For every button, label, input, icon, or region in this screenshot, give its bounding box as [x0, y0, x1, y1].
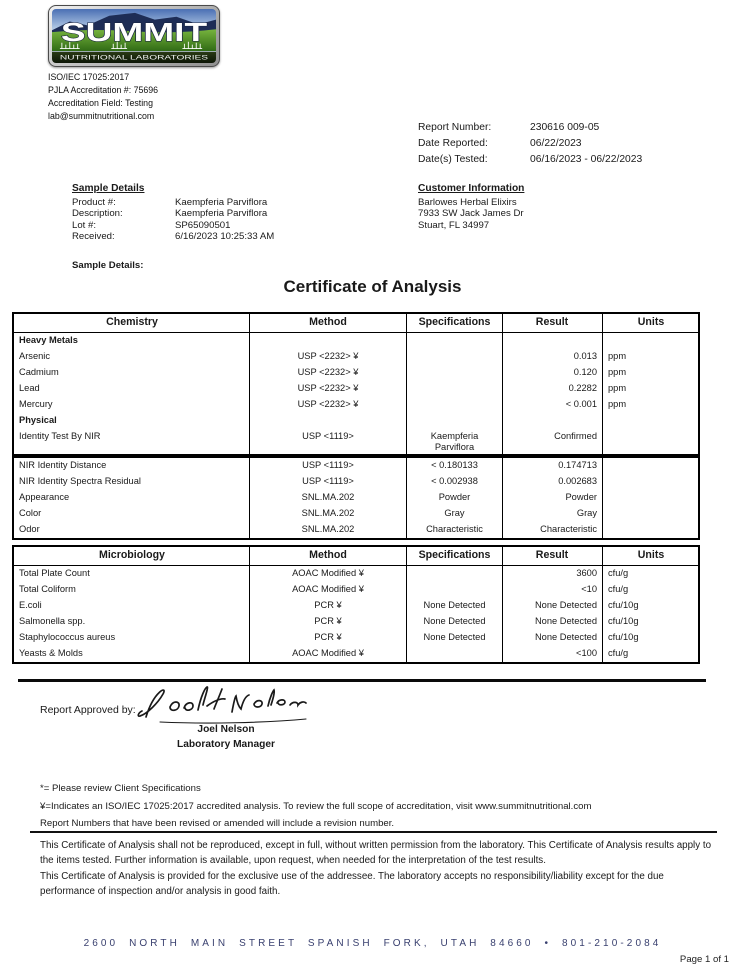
table-row [14, 429, 698, 454]
table-cell: <100 [503, 646, 603, 662]
table-cell: NIR Identity Distance [14, 458, 250, 474]
table-cell: Powder [407, 490, 503, 506]
column-header: Microbiology [14, 547, 250, 565]
customer-info-lines-line: Stuart, FL 34997 [418, 219, 490, 231]
table-cell: < 0.180133 [407, 458, 503, 474]
table-row [14, 397, 698, 413]
table-row [14, 630, 698, 646]
info-value: 06/16/2023 - 06/22/2023 [530, 154, 643, 165]
logo-title: SUMMIT [60, 17, 208, 47]
table-cell [603, 522, 698, 538]
accreditation-block [48, 71, 158, 123]
chemistry-table-block-1 [12, 312, 700, 456]
table-cell: Heavy Metals [14, 333, 250, 349]
table-cell [407, 582, 503, 598]
report-approved-by-label: Report Approved by: [40, 704, 136, 716]
table-cell: 0.2282 [503, 381, 603, 397]
table-cell: Total Coliform [14, 582, 250, 598]
table-row [14, 381, 698, 397]
table-cell: NIR Identity Spectra Residual [14, 474, 250, 490]
table-row [14, 506, 698, 522]
table-cell: Color [14, 506, 250, 522]
table-cell: SNL.MA.202 [250, 506, 407, 522]
table-cell: USP <2232> ¥ [250, 365, 407, 381]
table-cell: Total Plate Count [14, 566, 250, 582]
table-cell: None Detected [503, 630, 603, 646]
table-header-row [14, 547, 698, 566]
column-header: Specifications [407, 547, 503, 565]
table-cell: 0.120 [503, 365, 603, 381]
info-value: Kaempferia Parviflora [175, 208, 268, 220]
table-cell: ppm [608, 399, 627, 409]
table-cell [407, 646, 503, 662]
column-header: Specifications [407, 314, 503, 332]
table-cell: Yeasts & Molds [14, 646, 250, 662]
table-cell: Cadmium [14, 365, 250, 381]
info-label: Date(s) Tested: [418, 154, 488, 165]
column-header: Method [250, 547, 407, 565]
table-cell: Gray [407, 506, 503, 522]
accreditation-block-line: ISO/IEC 17025:2017 [48, 72, 130, 82]
table-cell [407, 381, 503, 397]
table-row [14, 646, 698, 662]
table-cell: Physical [14, 413, 250, 429]
table-cell: Characteristic [407, 522, 503, 538]
column-header: Result [503, 547, 603, 565]
table-cell: SNL.MA.202 [250, 522, 407, 538]
info-label: Report Number: [418, 122, 492, 133]
table-cell: Identity Test By NIR [14, 429, 250, 454]
table-cell: None Detected [407, 630, 503, 646]
table-cell: < 0.001 [503, 397, 603, 413]
table-cell: None Detected [503, 598, 603, 614]
table-cell: AOAC Modified ¥ [250, 566, 407, 582]
footnotes-block-line: Report Numbers that have been revised or amended will include a revision number. [40, 818, 395, 829]
info-row [418, 136, 642, 152]
info-label: Date Reported: [418, 138, 488, 149]
table-cell [407, 566, 503, 582]
table-cell [603, 506, 698, 522]
table-cell: SNL.MA.202 [250, 490, 407, 506]
table-cell: PCR ¥ [250, 598, 407, 614]
table-cell [250, 333, 407, 349]
table-cell [407, 365, 503, 381]
customer-info-title: Customer Information [418, 183, 525, 194]
info-row [72, 208, 274, 219]
table-row [14, 458, 698, 474]
table-cell: Characteristic [503, 522, 603, 538]
table-cell: AOAC Modified ¥ [250, 646, 407, 662]
info-value: 6/16/2023 10:25:33 AM [175, 230, 275, 242]
table-cell: Staphylococcus aureus [14, 630, 250, 646]
table-cell: Mercury [14, 397, 250, 413]
info-row [72, 231, 274, 242]
table-cell: ppm [608, 367, 627, 377]
table-section-row [14, 333, 698, 349]
table-row [14, 582, 698, 598]
accreditation-block-line: Accreditation Field: Testing [48, 98, 153, 108]
disclaimer-divider [30, 831, 717, 833]
info-row [72, 220, 274, 231]
table-cell: cfu/g [608, 568, 629, 578]
column-header: Units [637, 549, 665, 561]
table-cell: cfu/g [608, 584, 629, 594]
column-header: Result [503, 314, 603, 332]
customer-info-lines-line: 7933 SW Jack James Dr [418, 208, 524, 220]
table-cell: Lead [14, 381, 250, 397]
info-value: 230616 009-05 [530, 122, 600, 133]
disclaimer-block-line: This Certificate of Analysis shall not be reproduced, except in full, without written permission from the laboratory. This Certificate of Analysis results apply to the items tested. Further information is available, upon request, when needed for the interpretation of the test results. [40, 840, 712, 867]
table-cell [603, 429, 698, 454]
table-cell: None Detected [407, 614, 503, 630]
report-info-block [418, 120, 642, 168]
table-cell: cfu/g [608, 648, 629, 658]
table-cell: PCR ¥ [250, 614, 407, 630]
table-cell: USP <2232> ¥ [250, 381, 407, 397]
lab-address-footer: 2600 NORTH MAIN STREET SPANISH FORK, UTAH 84660 • 801-210-2084 [83, 938, 662, 949]
table-cell [407, 349, 503, 365]
table-row [14, 614, 698, 630]
info-label: Product #: [72, 197, 116, 209]
table-cell: 0.174713 [503, 458, 603, 474]
customer-info-lines-line: Barlowes Herbal Elixirs [418, 197, 517, 209]
table-cell: AOAC Modified ¥ [250, 582, 407, 598]
column-header: Chemistry [14, 314, 250, 332]
disclaimer-block [40, 838, 712, 899]
table-cell: Powder [503, 490, 603, 506]
table-row [14, 490, 698, 506]
table-cell: cfu/10g [608, 616, 639, 626]
table-row [14, 598, 698, 614]
disclaimer-block-line: This Certificate of Analysis is provided for the exclusive use of the addressee. The laboratory accepts no responsibility/liability except for the due performance of inspection and/or analysis in good faith. [40, 870, 664, 897]
table-cell [503, 333, 603, 349]
page-number: Page 1 of 1 [679, 954, 729, 965]
info-value: 06/22/2023 [530, 138, 582, 149]
microbiology-table [12, 545, 700, 664]
accreditation-block-line: lab@summitnutritional.com [48, 111, 155, 121]
table-cell [407, 333, 503, 349]
table-cell: Appearance [14, 490, 250, 506]
table-cell: USP <1119> [250, 474, 407, 490]
table-row [14, 522, 698, 538]
info-row [418, 152, 642, 168]
table-cell [603, 490, 698, 506]
table-cell [603, 474, 698, 490]
table-cell: USP <1119> [250, 458, 407, 474]
customer-info-lines [418, 197, 524, 231]
approver-identity [145, 722, 307, 752]
table-cell: cfu/10g [608, 632, 639, 642]
info-row [72, 197, 274, 208]
customer-info-block [418, 183, 524, 231]
summit-logo-art [52, 9, 216, 63]
table-cell: PCR ¥ [250, 630, 407, 646]
accreditation-block-line: PJLA Accreditation #: 75696 [48, 85, 159, 95]
table-cell [603, 458, 698, 474]
table-cell: Kaempferia Parviflora [407, 429, 503, 454]
table-cell [407, 397, 503, 413]
info-row [418, 120, 642, 136]
sample-details-extra-label: Sample Details: [72, 260, 144, 271]
table-row [14, 566, 698, 582]
info-label: Description: [72, 208, 123, 220]
table-row [14, 365, 698, 381]
table-row [14, 474, 698, 490]
table-cell: ppm [608, 383, 627, 393]
table-cell: Salmonella spp. [14, 614, 250, 630]
table-section-row [14, 413, 698, 429]
sample-details-block [72, 183, 274, 242]
table-cell: Arsenic [14, 349, 250, 365]
certificate-title: Certificate of Analysis [283, 277, 462, 296]
summit-logo [48, 5, 220, 67]
sample-details-title: Sample Details [72, 183, 145, 194]
table-header-row [14, 314, 698, 333]
info-label: Lot #: [72, 219, 97, 231]
table-cell: Odor [14, 522, 250, 538]
table-row [14, 349, 698, 365]
table-cell [407, 413, 503, 429]
footnotes-block-line: ¥=Indicates an ISO/IEC 17025:2017 accredited analysis. To review the full scope of accreditation, visit www.summitnutritional.com [40, 800, 592, 812]
table-cell: ppm [608, 351, 627, 361]
approver-name: Joel Nelson [197, 724, 255, 735]
table-cell: USP <1119> [250, 429, 407, 454]
column-header: Method [250, 314, 407, 332]
table-cell: E.coli [14, 598, 250, 614]
signature-section-divider [18, 679, 706, 682]
info-value: Kaempferia Parviflora [175, 197, 268, 209]
table-cell [503, 413, 603, 429]
table-cell: 0.002683 [503, 474, 603, 490]
info-value: SP65090501 [175, 219, 231, 231]
table-cell: <10 [503, 582, 603, 598]
footnotes-block [40, 780, 591, 833]
table-cell: USP <2232> ¥ [250, 349, 407, 365]
approver-title: Laboratory Manager [177, 739, 275, 750]
footnotes-block-line: *= Please review Client Specifications [40, 783, 201, 794]
table-cell: Gray [503, 506, 603, 522]
column-header: Units [637, 316, 665, 328]
table-cell: 3600 [503, 566, 603, 582]
table-cell: cfu/10g [608, 600, 639, 610]
logo-subtitle: NUTRITIONAL LABORATORIES [59, 54, 209, 62]
table-cell [250, 413, 407, 429]
table-cell: < 0.002938 [407, 474, 503, 490]
table-cell: None Detected [407, 598, 503, 614]
table-cell: 0.013 [503, 349, 603, 365]
sample-details-rows [72, 197, 274, 242]
table-cell: USP <2232> ¥ [250, 397, 407, 413]
table-cell [603, 413, 698, 429]
table-cell [603, 333, 698, 349]
chemistry-table-block-2 [12, 456, 700, 540]
table-cell: Confirmed [503, 429, 603, 454]
table-cell: None Detected [503, 614, 603, 630]
info-label: Received: [72, 230, 115, 242]
